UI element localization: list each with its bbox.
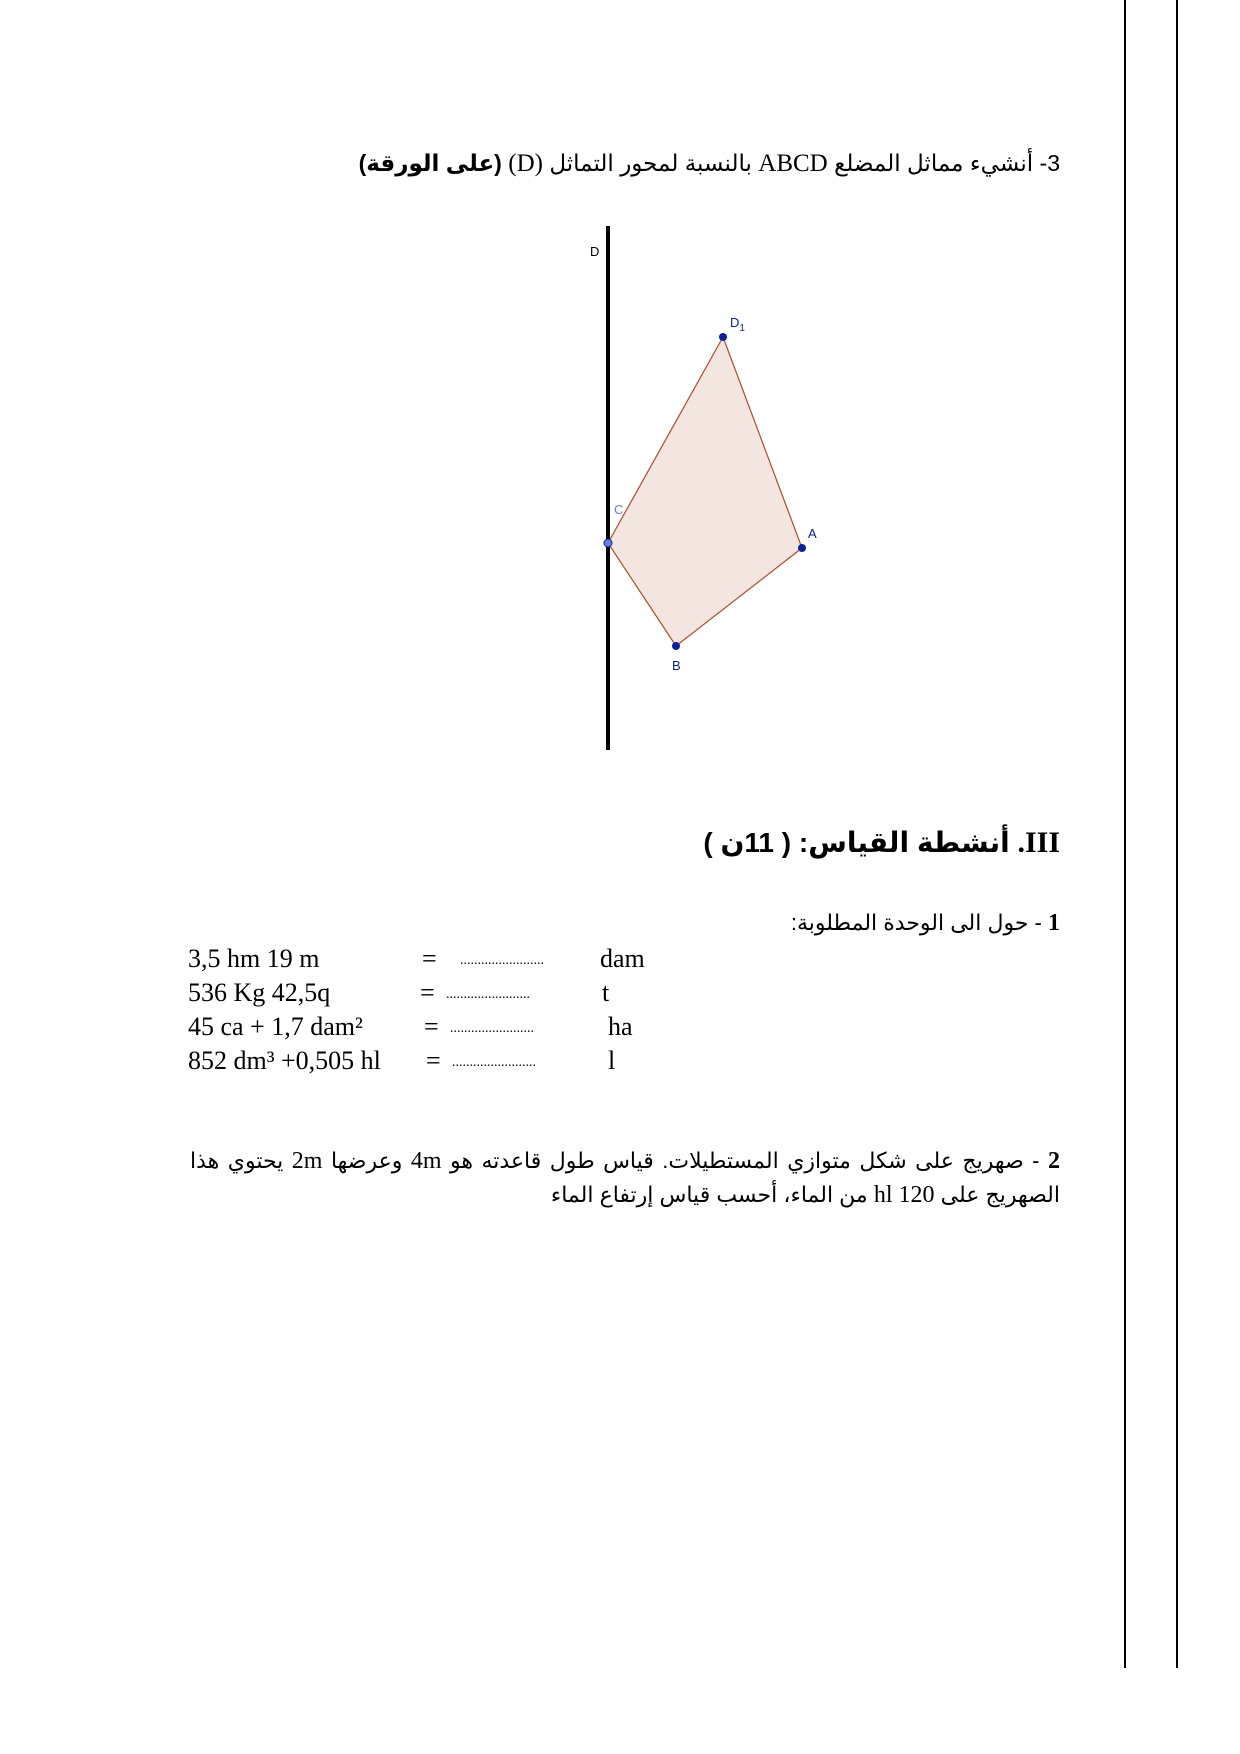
point-D1 — [719, 333, 727, 341]
target-unit: t — [602, 978, 610, 1007]
section-3-title: أنشطة القياس: — [798, 827, 1010, 858]
q3-polygon: ABCD — [758, 150, 828, 177]
exercise-2 — [190, 1144, 1060, 1212]
question-3 — [160, 150, 1060, 178]
q3-middle: بالنسبة لمحور التماثل — [549, 150, 752, 176]
section-3-points: ( 11ن ) — [703, 827, 792, 858]
label-A: A — [808, 526, 817, 541]
exercise-2-text-a: - صهريج على شكل متوازي المستطيلات. قياس طول قاعدته هو — [450, 1148, 1040, 1173]
section-3-numeral: III. — [1017, 826, 1060, 859]
q3-axis: (D) — [508, 150, 543, 177]
answer-blank[interactable]: ........................ — [450, 1021, 534, 1036]
section-3-heading — [703, 826, 1060, 860]
conversion-expression: 852 dm³ +0,505 hl — [188, 1046, 381, 1075]
conversion-expression: 3,5 hm 19 m — [188, 944, 320, 973]
answer-blank[interactable]: ........................ — [460, 953, 544, 968]
equals-sign: = — [420, 978, 435, 1007]
exercise-2-width: 2m — [291, 1148, 323, 1174]
target-unit: ha — [608, 1012, 633, 1041]
exercise-1-instruction — [791, 910, 1060, 937]
axis-label-D: D — [590, 244, 600, 259]
exercise-2-text-c: يحتوي هذا الصهريج على — [190, 1148, 1060, 1207]
answer-blank[interactable]: ........................ — [452, 1055, 536, 1070]
exercise-2-length: 4m — [410, 1148, 442, 1174]
target-unit: l — [608, 1046, 616, 1075]
exercise-2-text-d: من الماء، أحسب قياس إرتفاع الماء — [550, 1182, 868, 1207]
label-C: C — [614, 502, 624, 517]
equals-sign: = — [424, 1012, 439, 1041]
equals-sign: = — [426, 1046, 441, 1075]
point-B — [672, 642, 680, 650]
exercise-1-text: - حول الى الوحدة المطلوبة: — [790, 910, 1042, 935]
q3-note: (على الورقة) — [358, 150, 502, 176]
equals-sign: = — [422, 944, 437, 973]
target-unit: dam — [600, 944, 645, 973]
conversion-expression: 536 Kg 42,5q — [188, 978, 331, 1007]
margin-line-left — [1124, 0, 1126, 1668]
point-C — [604, 539, 612, 547]
exercise-2-volume: 120 hl — [873, 1182, 935, 1208]
q3-prefix: 3- أنشيء مماثل المضلع — [834, 150, 1060, 176]
polygon-ABCD — [608, 337, 802, 646]
label-B: B — [672, 658, 681, 673]
exercise-2-text-b: وعرضها — [330, 1148, 403, 1173]
answer-blank[interactable]: ........................ — [446, 987, 530, 1002]
margin-line-right — [1176, 0, 1178, 1668]
point-A — [798, 544, 806, 552]
conversion-expression: 45 ca + 1,7 dam² — [188, 1012, 363, 1041]
exercise-1-number: 1 — [1048, 910, 1060, 936]
symmetry-figure — [560, 220, 860, 760]
label-D1: $D_1$ — [730, 315, 745, 334]
exercise-2-number: 2 — [1047, 1148, 1060, 1174]
